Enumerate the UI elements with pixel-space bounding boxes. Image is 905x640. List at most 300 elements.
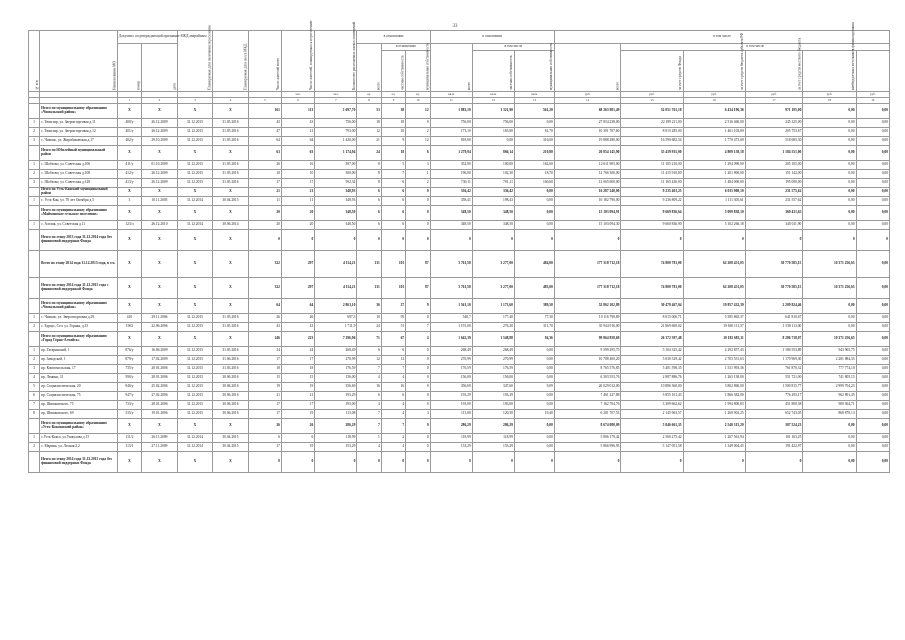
row-cell: 27 xyxy=(381,299,405,314)
row-cell: 10 xyxy=(357,314,381,323)
row-cell: X xyxy=(213,188,249,197)
row-cell: 193,29 xyxy=(315,392,357,401)
row-cell: 8 765 576,85 xyxy=(554,365,621,374)
row-cell: 0 xyxy=(406,383,430,392)
table-row xyxy=(29,314,890,323)
row-cell: 1 697,70 xyxy=(315,104,357,119)
row-cell: 26 029 012,00 xyxy=(554,383,621,392)
row-cell: 2 xyxy=(29,170,40,179)
row-cell: 26.12.2009 xyxy=(142,170,178,179)
row-cell xyxy=(29,278,40,299)
row-cell: 38 xyxy=(381,104,405,119)
row-cell: 6 xyxy=(357,197,381,206)
row-cell xyxy=(29,332,40,347)
row-cell: 356,69 xyxy=(315,383,357,392)
row-cell: 1 531 993,36 xyxy=(683,365,745,374)
row-cell: 0,00 xyxy=(856,356,889,365)
row-cell: 198,43 xyxy=(472,197,514,206)
row-cell: 19,40 xyxy=(514,410,554,419)
row-cell xyxy=(29,419,40,434)
row-cell: 2 xyxy=(406,128,430,137)
header-unit-18: руб. xyxy=(745,92,803,98)
row-cell: 5 102 266,18 xyxy=(683,221,745,230)
row-cell: 340 011,90 xyxy=(745,221,803,230)
header-unit-17: руб. xyxy=(683,92,745,98)
row-cell: 1 170 969,30 xyxy=(745,356,803,365)
row-cell: 347,60 xyxy=(472,383,514,392)
row-cell: 31.12.2015 xyxy=(177,401,213,410)
row-cell: 19 888 280,00 xyxy=(554,137,621,146)
row-cell: 52 862 102,89 xyxy=(554,299,621,314)
row-cell: 6 xyxy=(357,188,381,197)
row-name-cell: с. Шобзово, ул. Советская д.128 xyxy=(40,179,118,188)
row-cell: 8 674 080,09 xyxy=(554,419,621,434)
row-cell: 193,29 xyxy=(472,392,514,401)
summary-row xyxy=(29,452,890,473)
row-cell: 411/у xyxy=(117,161,141,170)
row-cell: 102,30 xyxy=(472,170,514,179)
row-name-cell: с. Марина, ул. Лесная 2,2 xyxy=(40,443,118,452)
row-cell: 0,00 xyxy=(856,383,889,392)
row-cell: 16 xyxy=(381,383,405,392)
row-cell: 20 854 145,90 xyxy=(554,146,621,161)
row-name-cell: Итого по этапу 2013 года 31.12.2014 года без финансовой поддержки Фонда xyxy=(40,230,118,251)
row-cell: 26.11.2009 xyxy=(142,434,178,443)
header-col-area-total: всего xyxy=(430,44,472,92)
row-cell: 6 xyxy=(357,347,381,356)
header-col-rooms-total: всего xyxy=(357,44,381,92)
row-cell: 63 xyxy=(281,146,314,161)
row-cell: 286,29 xyxy=(472,419,514,434)
header-col-persons: Число жителей всего xyxy=(248,31,281,92)
row-cell: 348,50 xyxy=(315,221,357,230)
row-cell: 540,7 xyxy=(430,314,472,323)
row-cell: 962 891,45 xyxy=(803,392,856,401)
row-cell: 900 364,71 xyxy=(803,401,856,410)
row-cell: 15 103 094,30 xyxy=(554,221,621,230)
row-cell: X xyxy=(177,230,213,251)
row-cell xyxy=(29,251,40,278)
row-cell: 4 xyxy=(357,374,381,383)
row-name-cell: Всего по этапу 2014 года 31.12.2015 года, в т.ч. xyxy=(40,251,118,278)
row-cell: 0,00 xyxy=(856,278,889,299)
header-num-7: 6 xyxy=(281,98,314,104)
row-name-cell: с.Усть-Кокса, ул.Ушкулова д.15 xyxy=(40,434,118,443)
row-cell: 31.12.2015 xyxy=(177,128,213,137)
row-cell: 7 461 227,88 xyxy=(554,392,621,401)
row-cell: 12 065 600,00 xyxy=(554,179,621,188)
header-col-num: № п/п xyxy=(29,31,40,92)
row-cell: 6 035 908,10 xyxy=(683,188,745,197)
table-row xyxy=(29,434,890,443)
row-cell: 18 xyxy=(381,146,405,161)
row-cell: 2 145 963,57 xyxy=(621,410,683,419)
registry-sheet xyxy=(28,20,890,588)
row-cell: 16 590 682,54 xyxy=(621,137,683,146)
summary-row xyxy=(29,104,890,119)
row-name-cell: Итого по муниципальному образованию «Чимальский район» xyxy=(40,299,118,314)
row-cell: 25.02.2006 xyxy=(142,383,178,392)
row-cell: 9 235 401,25 xyxy=(621,188,683,197)
row-cell: X xyxy=(142,104,178,119)
row-cell: 401/у xyxy=(117,128,141,137)
row-cell: 31.12.2015 xyxy=(177,323,213,332)
row-cell: X xyxy=(177,188,213,197)
header-unit-12: кв.м xyxy=(430,92,472,98)
row-cell: 3 309 662,62 xyxy=(621,401,683,410)
row-cell: 4 809 158,18 xyxy=(683,146,745,161)
row-name-cell: Итого по этапу 2014 года 31.12.2015 года с финансовой поддержкой Фонда xyxy=(40,278,118,299)
row-cell: 31.12.2015 xyxy=(177,374,213,383)
summary-row xyxy=(29,251,890,278)
summary-row xyxy=(29,419,890,434)
row-name-cell: Итого по муниципальному образованию «Майминское сельское поселение» xyxy=(40,206,118,221)
row-cell: 1 xyxy=(357,434,381,443)
row-cell: 26 372 397,48 xyxy=(621,332,683,347)
row-cell: 31.03.2016 xyxy=(213,365,249,374)
row-cell: 0 xyxy=(315,230,357,251)
row-cell: 10 116 790,89 xyxy=(554,314,621,323)
row-cell: 1 294 090,00 xyxy=(683,161,745,170)
header-col-rooms: Количество расселяемых жилых помещений xyxy=(315,31,357,92)
header-num-8: 7 xyxy=(315,98,357,104)
row-cell: 322 xyxy=(248,278,281,299)
row-cell: 10 182 683,11 xyxy=(683,332,745,347)
header-unit-10: ед. xyxy=(381,92,405,98)
row-cell: 10 xyxy=(381,128,405,137)
row-cell: 31.12.2015 xyxy=(177,365,213,374)
row-cell: 268,49 xyxy=(430,347,472,356)
row-cell: 1 xyxy=(29,221,40,230)
table-row xyxy=(29,347,890,356)
row-cell: 1 201 800,00 xyxy=(683,170,745,179)
row-cell: 1 184 551,00 xyxy=(745,146,803,161)
row-cell: 0 xyxy=(472,452,514,473)
row-cell: 879/у xyxy=(117,356,141,365)
row-cell: 196,00 xyxy=(430,170,472,179)
row-cell: X xyxy=(142,419,178,434)
row-cell: 10 371 256,65 xyxy=(803,251,856,278)
row-cell: 5 866 996,93 xyxy=(554,443,621,452)
row-cell: 10 301 707,60 xyxy=(554,128,621,137)
row-cell: 30.04.2015 xyxy=(213,434,249,443)
row-cell: 1 xyxy=(406,170,430,179)
row-cell: 3 xyxy=(29,365,40,374)
row-cell: 31.12.2015 xyxy=(177,119,213,128)
row-cell: X xyxy=(117,419,141,434)
table-row xyxy=(29,221,890,230)
row-cell: 297 xyxy=(281,278,314,299)
row-cell: 793,00 xyxy=(315,128,357,137)
row-cell: X xyxy=(213,332,249,347)
row-cell: 0 xyxy=(248,230,281,251)
row-cell: 21 xyxy=(281,188,314,197)
row-cell: 31.12.2014 xyxy=(177,221,213,230)
row-cell: 3 147 051,58 xyxy=(621,443,683,452)
header-group-cost: в том числе xyxy=(554,31,889,44)
row-cell: 336,42 xyxy=(430,188,472,197)
row-cell: 30.04.2015 xyxy=(213,443,249,452)
row-cell: 2 863,10 xyxy=(315,299,357,314)
row-cell: 153,29 xyxy=(315,443,357,452)
row-cell: 9 669 836,64 xyxy=(621,206,683,221)
row-cell: 31.12.2015 xyxy=(177,170,213,179)
row-cell: 160,60 xyxy=(514,179,554,188)
row-cell: 2 703 551,63 xyxy=(683,356,745,365)
row-cell: 18 xyxy=(248,365,281,374)
row-cell: X xyxy=(142,452,178,473)
row-cell: 176,59 xyxy=(430,365,472,374)
row-cell: 7 xyxy=(357,419,381,434)
row-cell: 0,00 xyxy=(803,119,856,128)
row-cell: 0,00 xyxy=(803,221,856,230)
row-cell: 177 318 712,18 xyxy=(554,278,621,299)
row-cell: 0 xyxy=(406,230,430,251)
header-num-15: 14 xyxy=(554,98,621,104)
row-cell: 0 xyxy=(406,197,430,206)
row-cell: 0 xyxy=(406,365,430,374)
row-cell: 0,00 xyxy=(856,137,889,146)
row-cell: 26 xyxy=(248,314,281,323)
row-cell: 8 015 000,71 xyxy=(621,314,683,323)
row-cell: 316,00 xyxy=(514,137,554,146)
registry-table xyxy=(28,20,890,473)
row-cell: 8 xyxy=(357,179,381,188)
header-col-cost-extra: внебюджетных источников финансирования xyxy=(803,51,856,92)
row-cell: 0 xyxy=(315,452,357,473)
table-row xyxy=(29,443,890,452)
row-cell: 12 xyxy=(406,137,430,146)
row-cell: 756,00 xyxy=(472,119,514,128)
row-cell: 0,00 xyxy=(803,452,856,473)
row-cell: 71 xyxy=(357,332,381,347)
row-cell: 231 557,62 xyxy=(745,197,803,206)
row-cell: 7 xyxy=(29,401,40,410)
row-cell: X xyxy=(213,206,249,221)
row-cell: 15 103 094,91 xyxy=(554,206,621,221)
row-cell: 30.04.2015 xyxy=(213,197,249,206)
row-cell: 0,00 xyxy=(856,419,889,434)
row-cell: 6 xyxy=(357,392,381,401)
row-cell: 17 xyxy=(281,356,314,365)
row-cell: 0,00 xyxy=(856,128,889,137)
row-cell: 16 xyxy=(357,383,381,392)
row-name-cell: Итого по муниципальному образованию «Чимальский район» xyxy=(40,104,118,119)
row-cell: 0,00 xyxy=(856,188,889,197)
row-cell: 36 xyxy=(357,299,381,314)
table-row xyxy=(29,323,890,332)
header-sub-cost: в том числе xyxy=(621,44,890,51)
row-cell: 113,08 xyxy=(430,410,472,419)
row-cell: 0 xyxy=(406,401,430,410)
row-cell: 0,00 xyxy=(856,434,889,443)
row-cell: 3 xyxy=(406,410,430,419)
row-cell: 30 770 585,15 xyxy=(745,278,803,299)
row-cell: 412/у xyxy=(117,170,141,179)
row-cell: 0,00 xyxy=(803,170,856,179)
row-name-cell: Итого по этапу 2014 года 31.12.2015 года без финансовой поддержки Фонда xyxy=(40,452,118,473)
row-cell: 53 xyxy=(357,104,381,119)
row-cell: 11 xyxy=(281,197,314,206)
header-unit-16: руб. xyxy=(621,92,683,98)
row-cell: 2 xyxy=(381,434,405,443)
row-cell: X xyxy=(142,206,178,221)
row-cell: 551 721,00 xyxy=(745,374,803,383)
row-cell: 1 548,88 xyxy=(472,332,514,347)
row-cell: X xyxy=(142,278,178,299)
row-cell: 118,99 xyxy=(315,434,357,443)
row-cell: 193,00 xyxy=(430,401,472,410)
row-cell: 0,00 xyxy=(514,392,554,401)
row-cell: 756,00 xyxy=(430,119,472,128)
row-cell: 6 xyxy=(381,188,405,197)
row-cell: 0 xyxy=(357,230,381,251)
row-cell: 10.11.2005 xyxy=(142,197,178,206)
row-cell: 151 142,00 xyxy=(745,170,803,179)
row-cell: 3 xyxy=(406,161,430,170)
row-cell: 193,00 xyxy=(472,401,514,410)
row-cell: 205 105,00 xyxy=(745,161,803,170)
row-name-cell: пр. Комсомольская, 17 xyxy=(40,365,118,374)
page-number: 33 xyxy=(452,24,458,29)
row-cell: 17.02.2009 xyxy=(142,356,178,365)
row-cell: 0,00 xyxy=(856,374,889,383)
row-cell: 1 279,94 xyxy=(430,146,472,161)
row-cell: 0 xyxy=(406,356,430,365)
row-cell: 0 xyxy=(281,452,314,473)
row-cell: 100,00 xyxy=(472,161,514,170)
header-num-3: 2 xyxy=(142,98,178,104)
row-cell: 0,00 xyxy=(803,188,856,197)
row-cell: 0,00 xyxy=(856,410,889,419)
row-cell: 64 xyxy=(248,299,281,314)
row-cell: 6 434 196,36 xyxy=(683,104,745,119)
row-cell xyxy=(29,230,40,251)
row-cell: 0,00 xyxy=(514,365,554,374)
row-cell: 43 xyxy=(248,119,281,128)
row-cell: 12 xyxy=(381,356,405,365)
row-cell: 397,00 xyxy=(315,161,357,170)
row-cell: 6 xyxy=(248,434,281,443)
header-col-plan-date: Планируемая дата окончания переселения xyxy=(177,31,213,92)
row-cell: 19 857 432,39 xyxy=(683,299,745,314)
row-cell: 2 xyxy=(29,443,40,452)
row-cell: 2 xyxy=(406,179,430,188)
row-cell: 64 xyxy=(281,299,314,314)
row-cell: 400/у xyxy=(117,119,141,128)
row-cell: 20 xyxy=(248,221,281,230)
row-cell: 74 800 781,00 xyxy=(621,251,683,278)
row-cell: 1 883,10 xyxy=(430,104,472,119)
row-cell: 8 xyxy=(357,170,381,179)
row-cell: 31.12.2014 xyxy=(177,197,213,206)
row-cell: 6 xyxy=(381,179,405,188)
row-cell: 4 xyxy=(381,443,405,452)
header-unit-13: кв.м xyxy=(472,92,514,98)
header-unit-15: руб. xyxy=(554,92,621,98)
row-cell: 113/1 xyxy=(117,443,141,452)
row-cell: 17 xyxy=(248,443,281,452)
row-cell: 0,00 xyxy=(514,443,554,452)
row-cell: X xyxy=(213,299,249,314)
row-cell: X xyxy=(142,332,178,347)
row-cell: 26.12.2009 xyxy=(142,128,178,137)
row-cell: 26 xyxy=(248,419,281,434)
row-cell: 0,00 xyxy=(803,197,856,206)
row-cell: 733/у xyxy=(117,401,141,410)
header-num-5: 4 xyxy=(213,98,249,104)
row-cell: 0,00 xyxy=(856,401,889,410)
row-cell: 1 321,90 xyxy=(472,104,514,119)
row-cell: 12 xyxy=(357,356,381,365)
table-row xyxy=(29,383,890,392)
header-group-total-area: в отношении xyxy=(357,31,430,44)
table-row xyxy=(29,179,890,188)
row-cell: 0 xyxy=(406,188,430,197)
row-cell: 24 xyxy=(248,347,281,356)
row-cell: 43 xyxy=(248,323,281,332)
row-cell: 756,00 xyxy=(315,119,357,128)
row-cell: 161 xyxy=(248,104,281,119)
row-cell: 741 805,15 xyxy=(803,374,856,383)
header-num-12: 11 xyxy=(430,98,472,104)
row-cell: 7 162 704,76 xyxy=(554,401,621,410)
row-cell: 11 105 210,00 xyxy=(621,161,683,170)
row-cell: 3 761,58 xyxy=(430,278,472,299)
row-cell: 101 xyxy=(381,251,405,278)
row-cell: 590/у xyxy=(117,374,141,383)
row-cell: 173,10 xyxy=(430,128,472,137)
row-cell: 0 xyxy=(406,434,430,443)
row-cell: 11 xyxy=(248,197,281,206)
row-cell: 19 xyxy=(281,443,314,452)
row-cell: 10 371 256,65 xyxy=(803,332,856,347)
row-cell: 0 xyxy=(281,230,314,251)
header-num-2: 1 xyxy=(117,98,141,104)
row-cell: X xyxy=(117,206,141,221)
header-num-17: 16 xyxy=(683,98,745,104)
row-cell: 413/у xyxy=(117,179,141,188)
row-cell: 153,29 xyxy=(472,443,514,452)
row-cell: 30.06.2016 xyxy=(213,401,249,410)
table-row xyxy=(29,161,890,170)
row-cell: 0,00 xyxy=(856,179,889,188)
row-cell: 300,00 xyxy=(315,170,357,179)
row-cell: 16.06.2009 xyxy=(142,347,178,356)
row-cell: 4 xyxy=(406,332,430,347)
row-name-cell: с. Тюнгзир, ул. Зверопторговая д.12 xyxy=(40,128,118,137)
row-cell: 21 xyxy=(357,137,381,146)
row-cell: 1 770 473,00 xyxy=(683,137,745,146)
row-cell: 51 xyxy=(381,323,405,332)
row-cell: 0,00 xyxy=(514,374,554,383)
row-cell: 5 xyxy=(381,161,405,170)
row-cell: 0 xyxy=(683,452,745,473)
row-cell: X xyxy=(177,104,213,119)
row-name-cell: с. Бураус, Сел. ул. Горная, д.35 xyxy=(40,323,118,332)
row-cell: 1 642,39 xyxy=(430,332,472,347)
header-col-cost-region: за счет средств бюджета субъекта РФ xyxy=(683,51,745,92)
header-num-20: 19 xyxy=(856,98,889,104)
row-cell: 29.10.2009 xyxy=(142,137,178,146)
row-cell: X xyxy=(213,230,249,251)
row-cell: 18 xyxy=(357,119,381,128)
header-col-doc-group: Документ, подтверждающий признание МКД аварийным xyxy=(117,31,177,44)
row-cell: 31.05.2016 xyxy=(213,170,249,179)
row-cell: 0 xyxy=(406,314,430,323)
row-cell: 101 163,25 xyxy=(745,434,803,443)
row-cell: 776 293,17 xyxy=(745,392,803,401)
